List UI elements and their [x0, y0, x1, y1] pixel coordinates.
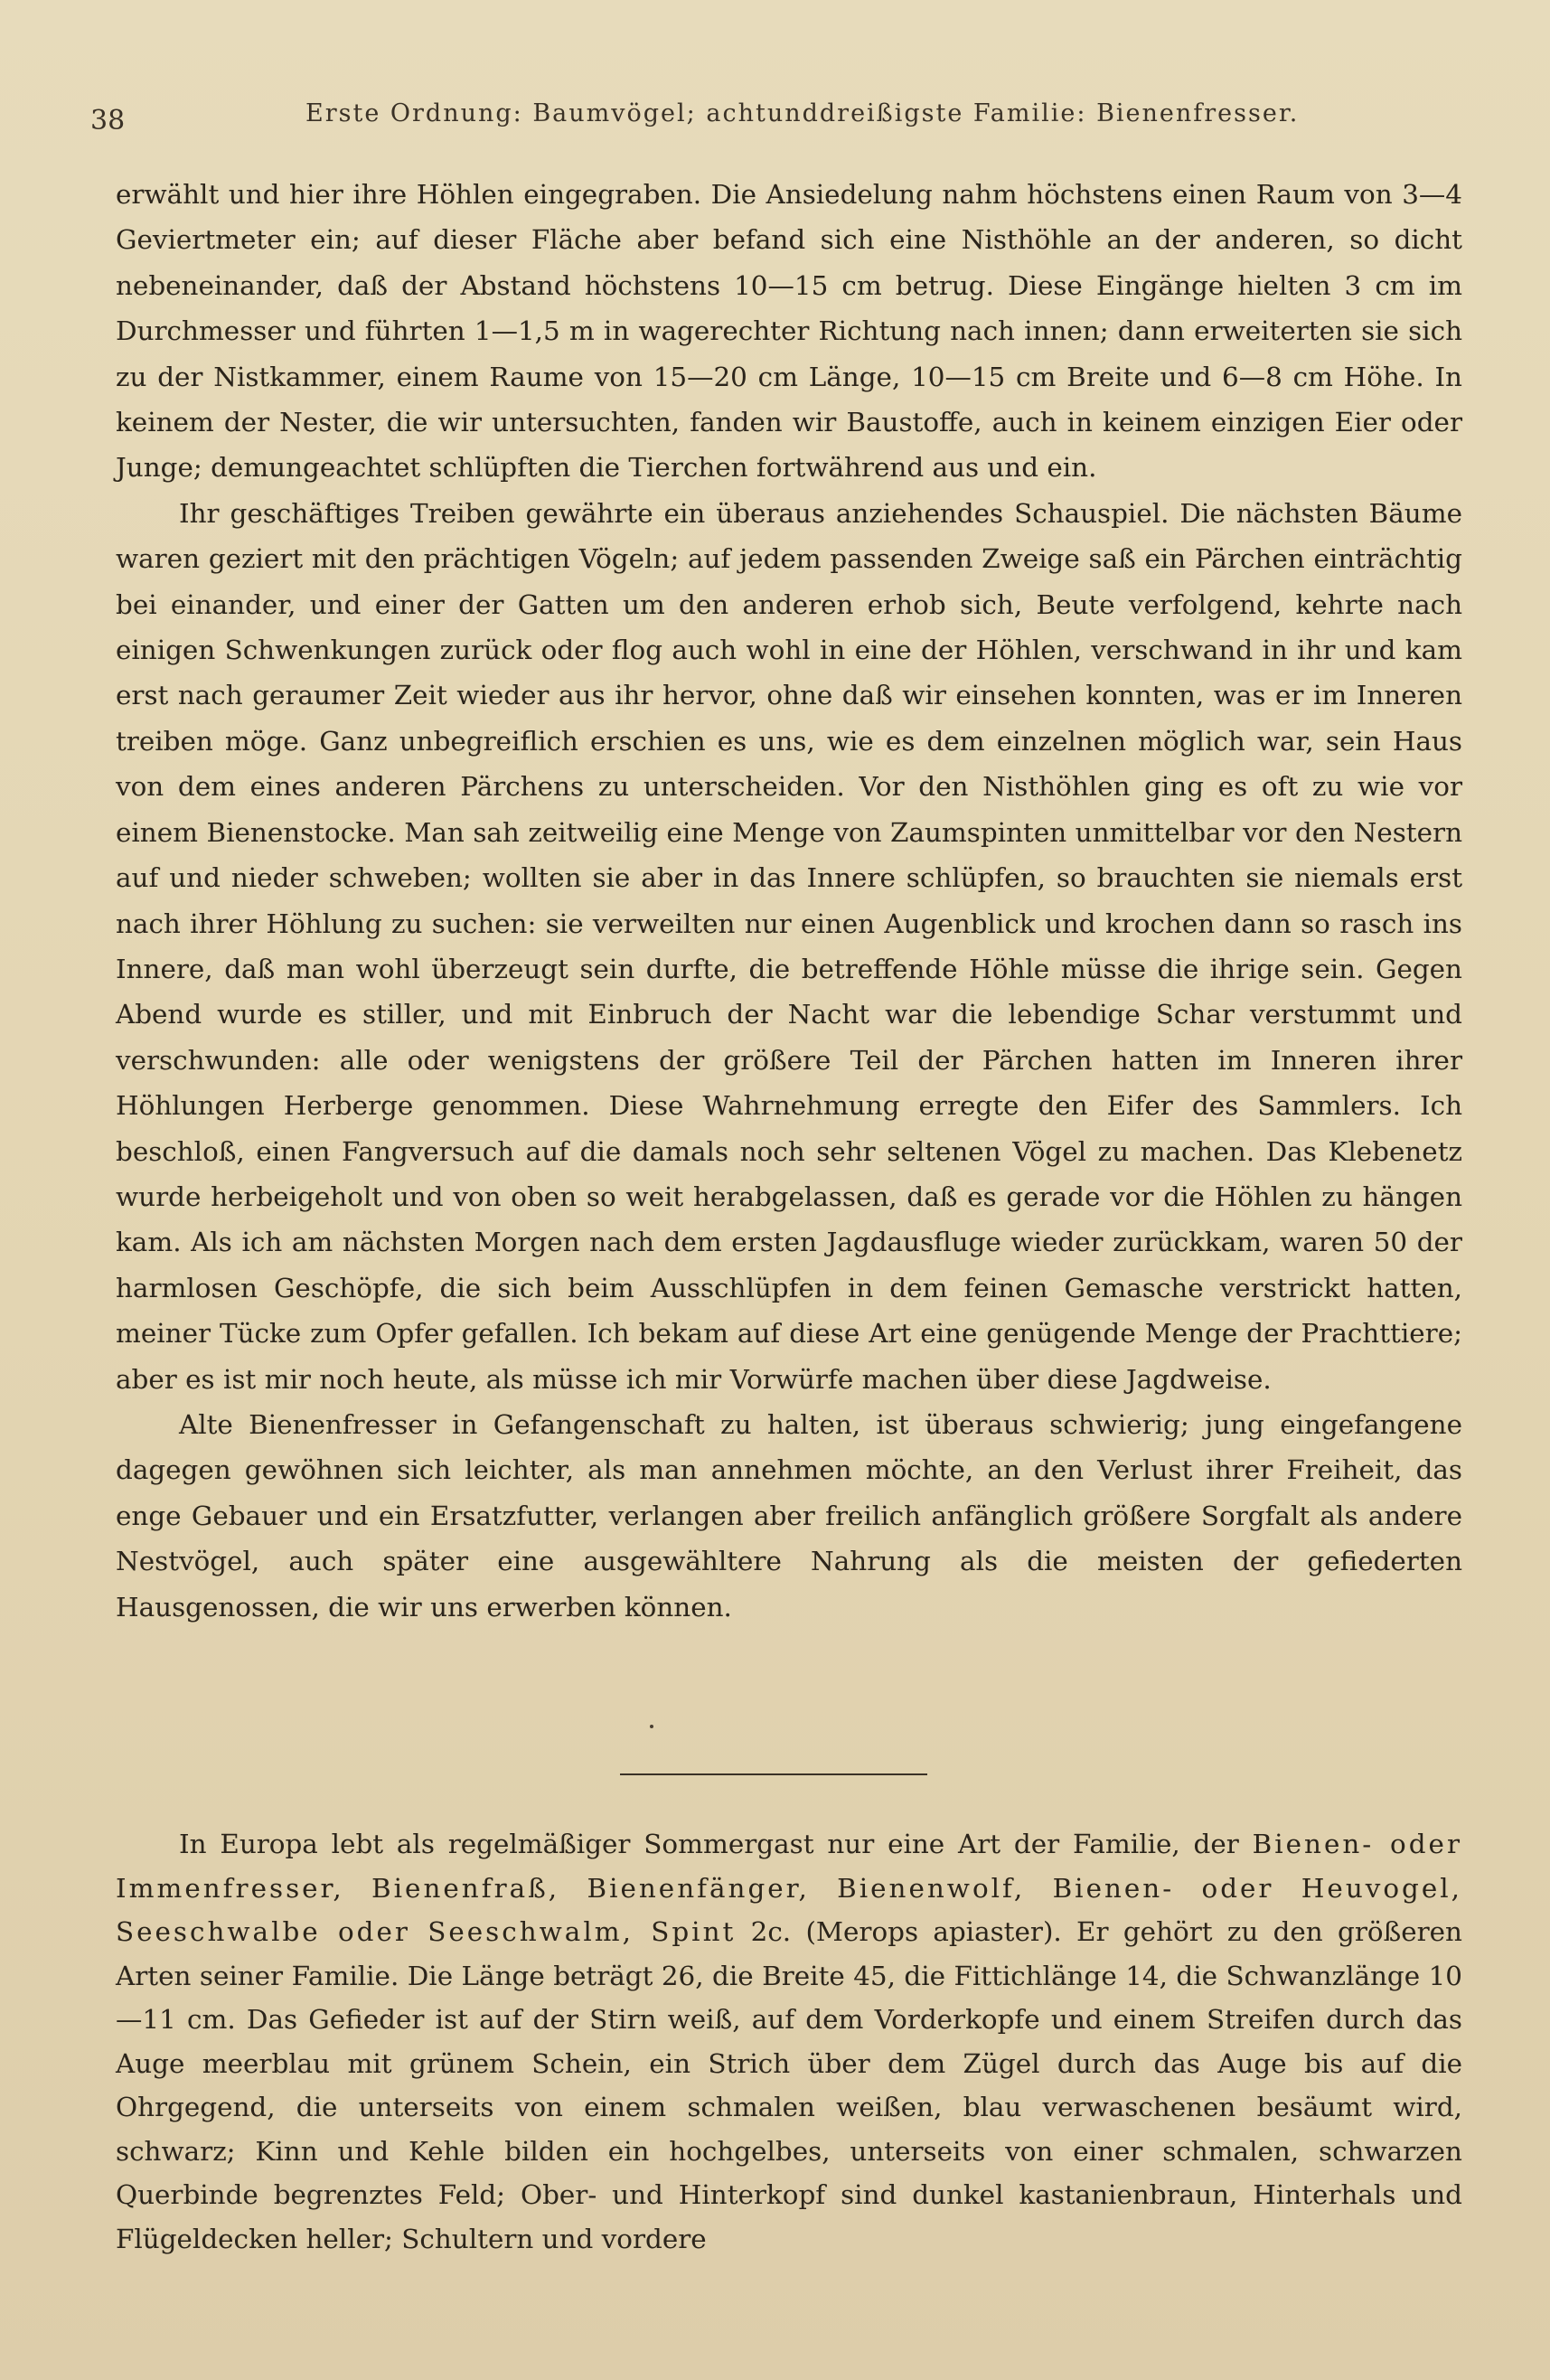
- page-header: [90, 99, 1446, 145]
- paragraph-colony-behavior: Ihr geschäftiges Treiben gewährte ein überaus anziehendes Schauspiel. Die nächsten Bäume waren geziert mit den prächtigen Vögeln; auf jedem passenden Zweige saß ein Pärchen einträchtig bei einander, und einer der Gatten um den anderen erhob sich, Beute verfolgend, kehrte nach einigen Schwenkungen zurück oder flog auch wohl in eine der Höhlen, verschwand in ihr und kam erst nach geraumer Zeit wieder aus ihr hervor, ohne daß wir einsehen konnten, was er im Inneren treiben möge. Ganz unbegreiflich erschien es uns, wie es dem einzelnen möglich war, sein Haus von dem eines anderen Pärchens zu unterscheiden. Vor den Nisthöhlen ging es oft zu wie vor einem Bienenstocke. Man sah zeitweilig eine Menge von Zaumspinten unmittelbar vor den Nestern auf und nieder schweben; wollten sie aber in das Innere schlüpfen, so brauchten sie niemals erst nach ihrer Höhlung zu suchen: sie verweilten nur einen Augenblick und krochen dann so rasch ins Innere, daß man wohl überzeugt sein durfte, die betreffende Höhle müsse die ihrige sein. Gegen Abend wurde es stiller, und mit Einbruch der Nacht war die lebendige Schar verstummt und verschwunden: alle oder wenigstens der größere Teil der Pärchen hatten im Inneren ihrer Höhlungen Herberge genommen. Diese Wahrnehmung erregte den Eifer des Sammlers. Ich beschloß, einen Fangversuch auf die damals noch sehr seltenen Vögel zu machen. Das Klebenetz wurde herbeigeholt und von oben so weit herabgelassen, daß es gerade vor die Höhlen zu hängen kam. Als ich am nächsten Morgen nach dem ersten Jagdausfluge wieder zurückkam, waren 50 der harmlosen Geschöpfe, die sich beim Ausschlüpfen in dem feinen Gemasche verstrickt hatten, meiner Tücke zum Opfer gefallen. Ich bekam auf diese Art eine genügende Menge der Prachttiere; aber es ist mir noch heute, als müsse ich mir Vorwürfe machen über diese Jagdweise.: [116, 497, 1462, 1395]
- main-text: [116, 172, 1462, 1630]
- paragraph-merops-apiaster: [116, 1822, 1462, 2261]
- species-common-names: Bienen- oder Immenfresser, Bienenfraß, Bienenfänger, Bienenwolf, Bienen- oder Heuvogel, Seeschwalbe oder Seeschwalm, Spint: [116, 1829, 1462, 1947]
- page-number: 38: [90, 105, 126, 136]
- running-head: Erste Ordnung: Baumvögel; achtunddreißigste Familie: Bienenfresser.: [305, 99, 1300, 127]
- paragraph-captivity: Alte Bienenfresser in Gefangenschaft zu halten, ist überaus schwierig; jung eingefangene dagegen gewöhnen sich leichter, als man annehmen möchte, an den Verlust ihrer Freiheit, das enge Gebauer und ein Ersatzfutter, verlangen aber freilich anfänglich größere Sorgfalt als andere Nestvögel, auch später eine ausgewähltere Nahrung als die meisten der gefiederten Hausgenossen, die wir uns erwerben können.: [116, 1408, 1462, 1623]
- species-text: [116, 1822, 1462, 2261]
- species-intro: In Europa lebt als regelmäßiger Sommergast nur eine Art der Familie, der: [179, 1829, 1253, 1859]
- section-divider: [620, 1773, 927, 1775]
- ink-dot: [650, 1725, 653, 1728]
- paragraph-nest-description: erwählt und hier ihre Höhlen eingegraben. Die Ansiedelung nahm höchstens einen Raum von 3—4 Geviertmeter ein; auf dieser Fläche aber befand sich eine Nisthöhle an der anderen, so dicht nebeneinander, daß der Abstand höchstens 10—15 cm betrug. Diese Eingänge hielten 3 cm im Durchmesser und führten 1—1,5 m in wagerechter Richtung nach innen; dann erweiterten sie sich zu der Nistkammer, einem Raume von 15—20 cm Länge, 10—15 cm Breite und 6—8 cm Höhe. In keinem der Nester, die wir untersuchten, fanden wir Baustoffe, auch in keinem einzigen Eier oder Junge; demungeachtet schlüpften die Tierchen fortwährend aus und ein.: [116, 179, 1462, 484]
- species-description: 2c. (Merops apiaster). Er gehört zu den größeren Arten seiner Familie. Die Länge beträgt 26, die Breite 45, die Fittichlänge 14, die Schwanzlänge 10—11 cm. Das Gefieder ist auf der Stirn weiß, auf dem Vorderkopfe und einem Streifen durch das Auge meerblau mit grünem Schein, ein Strich über dem Zügel durch das Auge bis auf die Ohrgegend, die unterseits von einem schmalen weißen, blau verwaschenen besäumt wird, schwarz; Kinn und Kehle bilden ein hochgelbes, unterseits von einer schmalen, schwarzen Querbinde begrenztes Feld; Ober- und Hinterkopf sind dunkel kastanienbraun, Hinterhals und Flügeldecken heller; Schultern und vordere: [116, 1916, 1462, 2254]
